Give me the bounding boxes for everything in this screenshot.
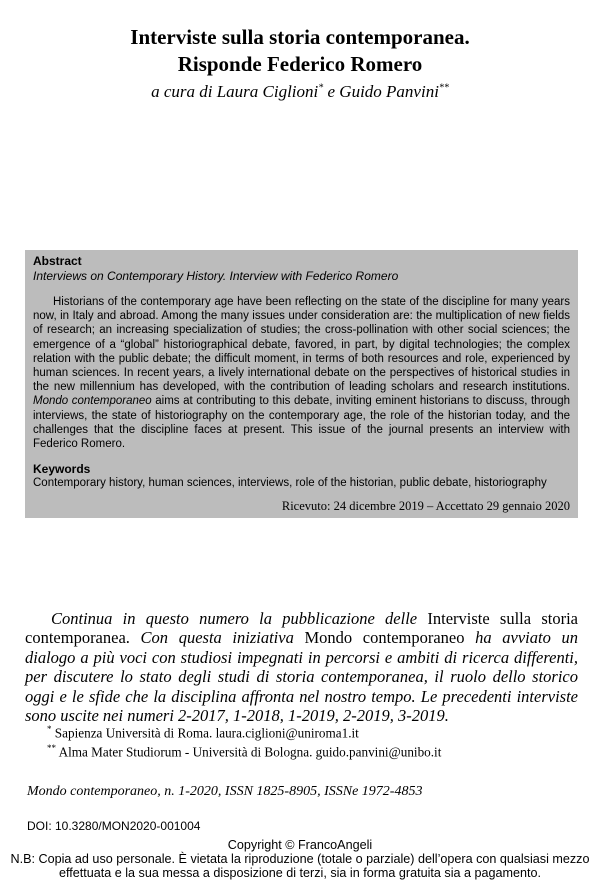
footnote-affiliation-2 [25,741,565,760]
abstract-label: Abstract [33,254,82,268]
journal-info-line: Mondo contemporaneo, n. 1-2020, ISSN 1825-8905, ISSNe 1972-4853 [27,784,423,799]
article-title-line2: Risponde Federico Romero [177,52,423,77]
footnote-1-marker: * [47,724,52,734]
footnote-affiliation-1 [25,722,565,741]
abstract-english-title: Interviews on Contemporary History. Interview with Federico Romero [33,269,399,283]
byline [0,82,600,102]
abstract-body: Historians of the contemporary age have been reflecting on the state of the discipline for many years now, in Italy and abroad. Among the many issues under consideration are: the multiplication of new fields of research; an increasing specialization of studies; the cross-pollination with other social sciences; the emergence of a “global” historiographical debate, favored, in part, by digital technologies; the complex relation with the public debate; the difficult moment, in terms of both resources and role, experienced by human sciences. In recent years, a lively international debate on the perspectives of historical studies in the new millennium has developed, with the contribution of leading scholars and research institutions. Mondo contemporaneo aims at contributing to this debate, inviting eminent historians to discuss, through interviews, the state of historiography on the contemporary age, the role of the historian today, and the challenges that the discipline faces at present. This issue of the journal presents an interview with Federico Romero. [33,296,570,451]
received-accepted-line: Ricevuto: 24 dicembre 2019 – Accettato 29 gennaio 2020 [281,498,570,513]
byline-authors: a cura di Laura Ciglioni [151,82,319,101]
byline-connector: e Guido Panvini [323,82,439,101]
article-title-line1: Interviste sulla storia contemporanea. [130,25,470,50]
copyright-block [8,839,592,880]
footnotes [25,722,565,760]
intro-paragraph: Continua in questo numero la pubblicazione delle Interviste sulla storia contemporanea. Con questa iniziativa Mondo contemporaneo ha avviato un dialogo a più voci con studiosi impegnati in percorsi e ambiti di ricerca differenti, per discutere lo stato degli studi di storia contemporanea, il ruolo dello storico oggi e le sfide che la disciplina affronta nel nostro tempo. Le precedenti interviste sono uscite nei numeri 2-2017, 1-2018, 1-2019, 2-2019, 3-2019. [25,608,578,726]
copyright-line: Copyright © FrancoAngeli [227,838,373,852]
footnote-2-text: Alma Mater Studiorum - Università di Bologna. guido.panvini@unibo.it [56,744,442,760]
keywords-text: Contemporary history, human sciences, interviews, role of the historian, public debate, historiography [33,477,547,490]
footnote-marker-1: * [318,82,324,94]
doi-line: DOI: 10.3280/MON2020-001004 [27,819,201,833]
abstract-box [25,250,578,518]
footnote-marker-2: ** [438,82,449,94]
footnote-2-marker: ** [47,742,56,753]
keywords-label: Keywords [33,462,91,477]
footnote-1-text: Sapienza Università di Roma. laura.ciglioni@uniroma1.it [51,725,359,741]
personal-copy-notice: N.B: Copia ad uso personale. È vietata la riproduzione (totale o parziale) dell’opera con qualsiasi mezzo effettuata e la sua messa a disposizione di terzi, sia in forma gratuita sia a pagamento. [10,851,590,880]
article-title [0,24,600,78]
